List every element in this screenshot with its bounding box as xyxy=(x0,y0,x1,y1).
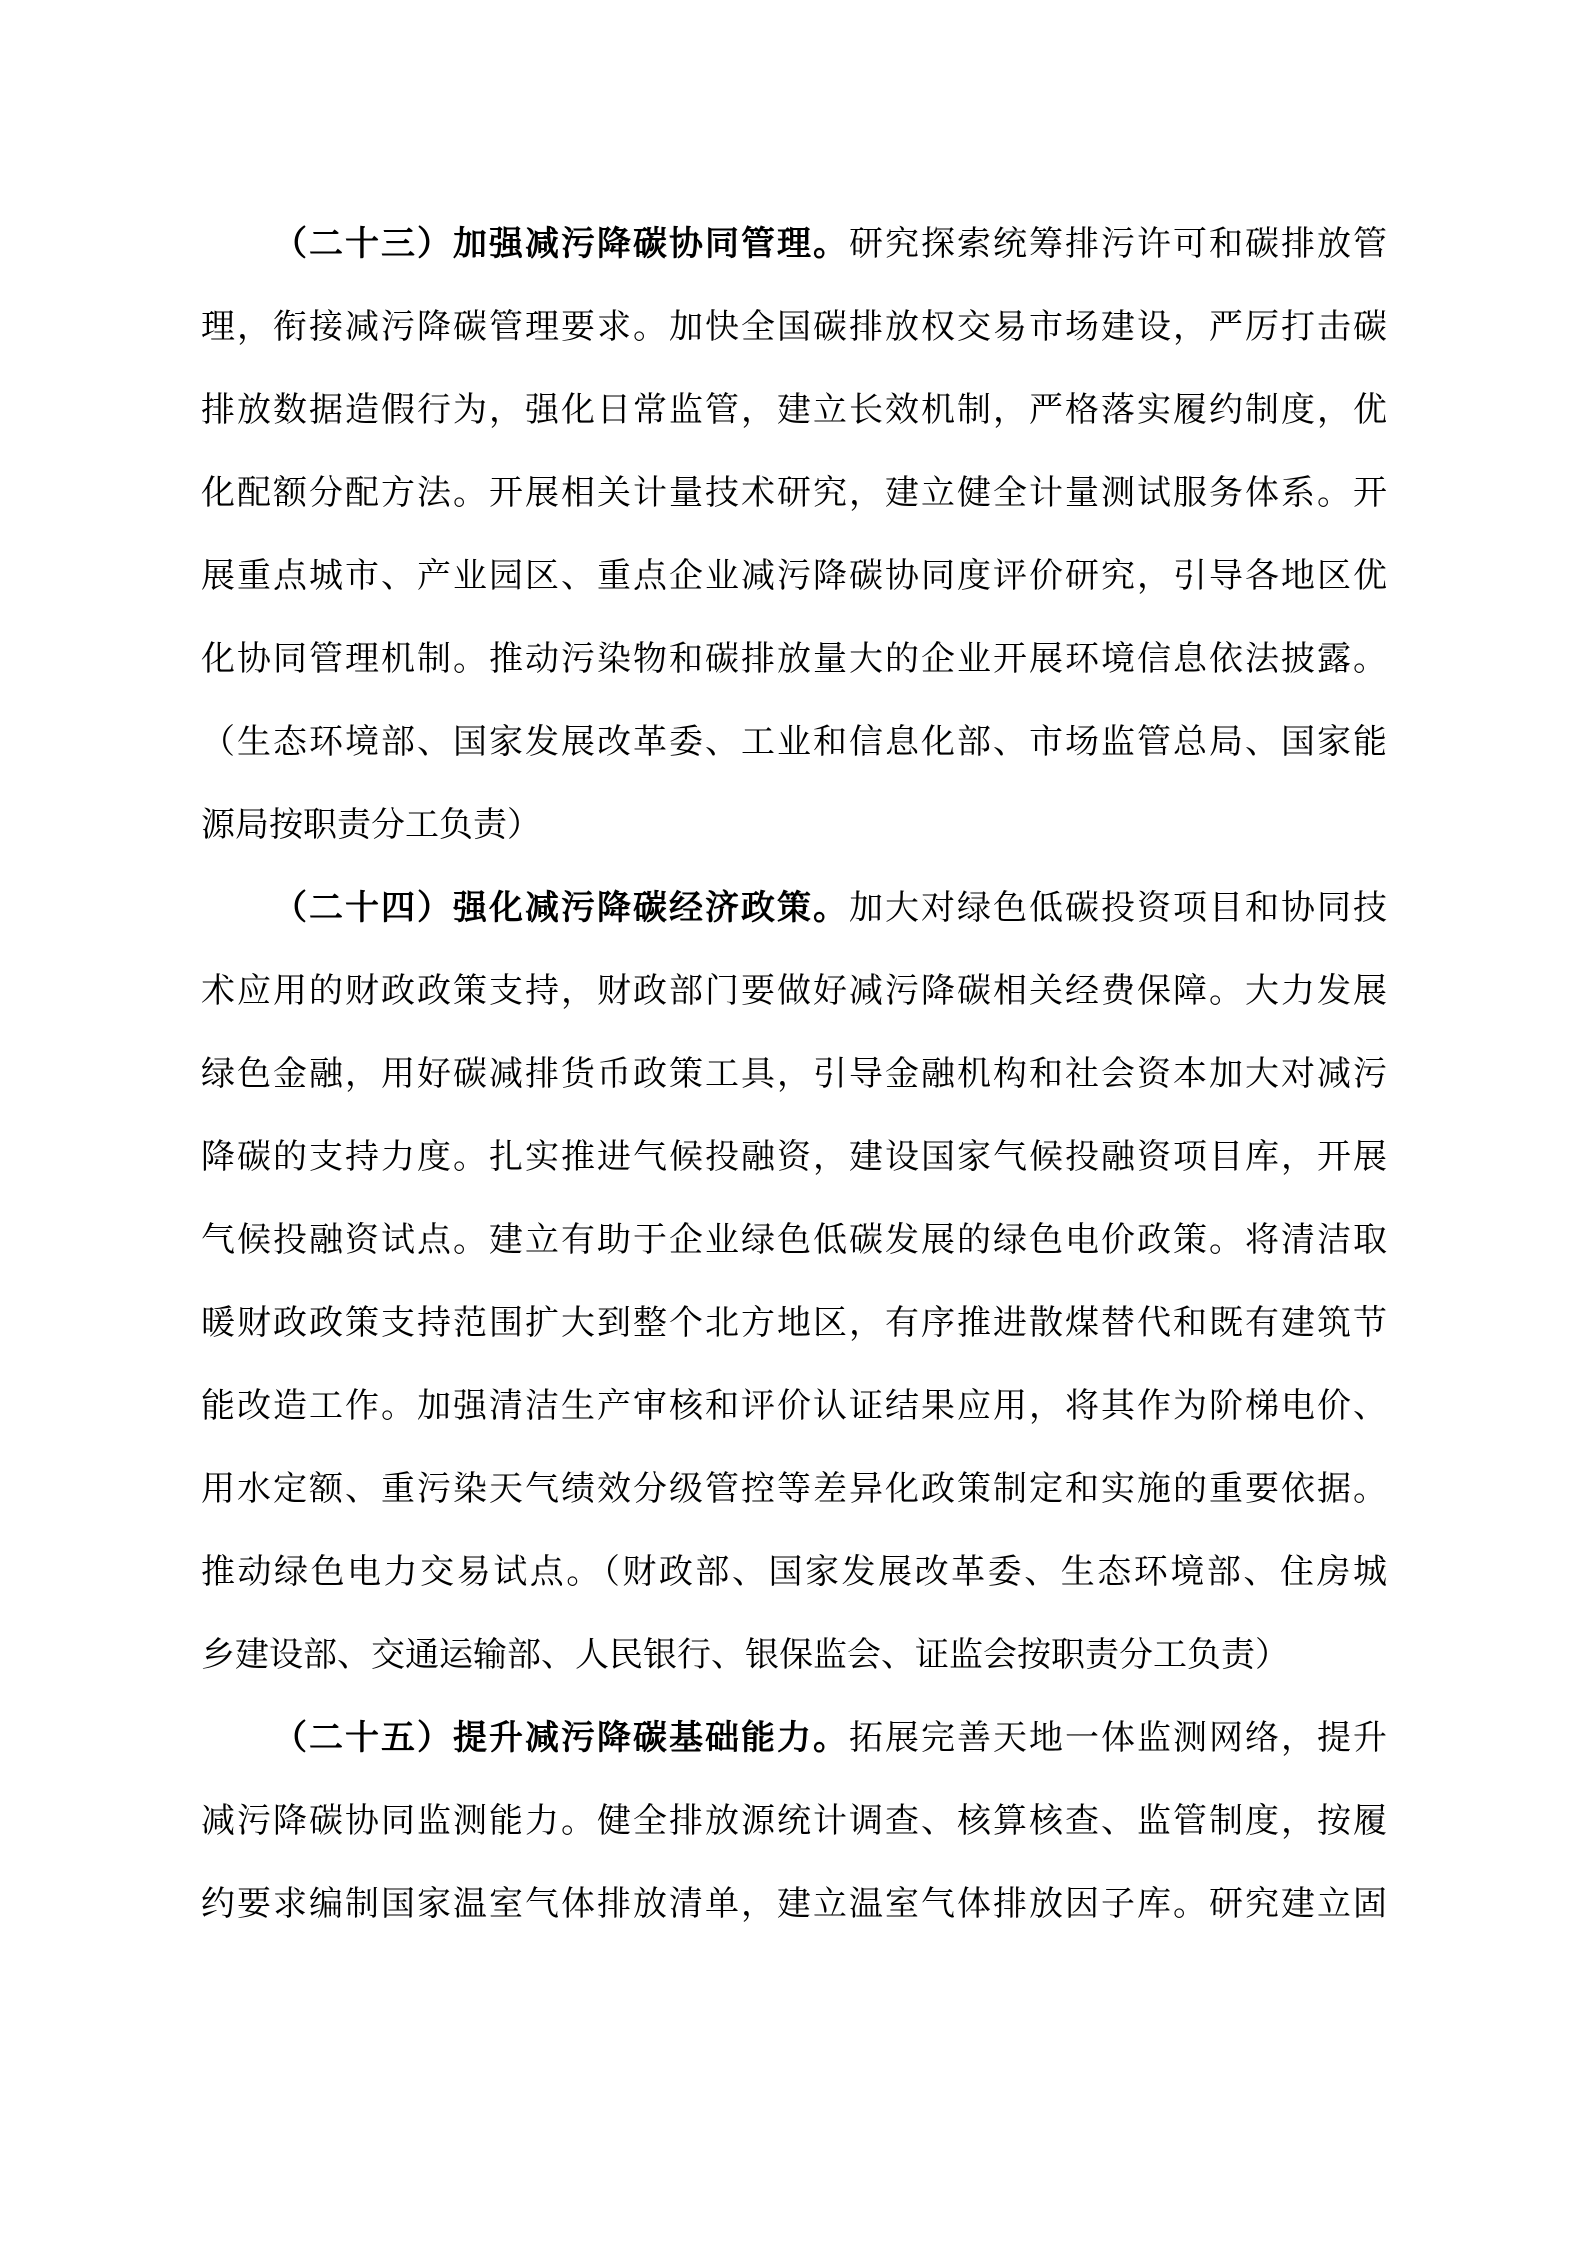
line-text: 术应用的财政政策支持，财政部门要做好减污降碳相关经费保障。大力发展 xyxy=(201,972,1387,1010)
line-text: 暖财政政策支持范围扩大到整个北方地区，有序推进散煤替代和既有建筑节 xyxy=(201,1304,1387,1342)
text-line xyxy=(201,369,1387,452)
text-line xyxy=(201,1531,1387,1614)
text-line xyxy=(201,1282,1387,1365)
text-line xyxy=(201,1033,1387,1116)
text-line xyxy=(201,1697,1387,1780)
text-line xyxy=(201,452,1387,535)
text-line xyxy=(201,618,1387,701)
line-text: 气候投融资试点。建立有助于企业绿色低碳发展的绿色电价政策。将清洁取 xyxy=(201,1221,1387,1259)
line-text: 理，衔接减污降碳管理要求。加快全国碳排放权交易市场建设，严厉打击碳 xyxy=(201,308,1387,346)
text-line xyxy=(201,867,1387,950)
line-text: 能改造工作。加强清洁生产审核和评价认证结果应用，将其作为阶梯电价、 xyxy=(201,1387,1387,1425)
text-block xyxy=(201,203,1387,1946)
line-text: 研究探索统筹排污许可和碳排放管 xyxy=(849,225,1387,263)
text-line xyxy=(201,203,1387,286)
line-text: 推动绿色电力交易试点。（财政部、国家发展改革委、生态环境部、住房城 xyxy=(201,1553,1387,1591)
line-text: 化配额分配方法。开展相关计量技术研究，建立健全计量测试服务体系。开 xyxy=(201,474,1387,512)
line-text: 拓展完善天地一体监测网络，提升 xyxy=(849,1719,1387,1757)
line-text: 降碳的支持力度。扎实推进气候投融资，建设国家气候投融资项目库，开展 xyxy=(201,1138,1387,1176)
text-line xyxy=(201,1863,1387,1946)
section-heading: （二十五）提升减污降碳基础能力。 xyxy=(273,1719,849,1757)
line-text: 加大对绿色低碳投资项目和协同技 xyxy=(849,889,1387,927)
line-text: 乡建设部、交通运输部、人民银行、银保监会、证监会按职责分工负责） xyxy=(201,1636,1289,1674)
text-line xyxy=(201,535,1387,618)
line-text: 排放数据造假行为，强化日常监管，建立长效机制，严格落实履约制度，优 xyxy=(201,391,1387,429)
line-text: 用水定额、重污染天气绩效分级管控等差异化政策制定和实施的重要依据。 xyxy=(201,1470,1387,1508)
line-text: 源局按职责分工负责） xyxy=(201,806,541,844)
text-line xyxy=(201,784,1387,867)
text-line xyxy=(201,1199,1387,1282)
line-text: 绿色金融，用好碳减排货币政策工具，引导金融机构和社会资本加大对减污 xyxy=(201,1055,1387,1093)
text-line xyxy=(201,701,1387,784)
paragraph-23 xyxy=(201,203,1387,867)
line-text: 约要求编制国家温室气体排放清单，建立温室气体排放因子库。研究建立固 xyxy=(201,1885,1387,1923)
text-line xyxy=(201,286,1387,369)
section-heading: （二十四）强化减污降碳经济政策。 xyxy=(273,889,849,927)
text-line xyxy=(201,950,1387,1033)
line-text: 减污降碳协同监测能力。健全排放源统计调查、核算核查、监管制度，按履 xyxy=(201,1802,1387,1840)
line-text: 化协同管理机制。推动污染物和碳排放量大的企业开展环境信息依法披露。 xyxy=(201,640,1387,678)
text-line xyxy=(201,1614,1387,1697)
paragraph-24 xyxy=(201,867,1387,1697)
text-line xyxy=(201,1780,1387,1863)
text-line xyxy=(201,1365,1387,1448)
line-text: （生态环境部、国家发展改革委、工业和信息化部、市场监管总局、国家能 xyxy=(201,723,1387,761)
line-text: 展重点城市、产业园区、重点企业减污降碳协同度评价研究，引导各地区优 xyxy=(201,557,1387,595)
paragraph-25 xyxy=(201,1697,1387,1946)
text-line xyxy=(201,1448,1387,1531)
text-line xyxy=(201,1116,1387,1199)
section-heading: （二十三）加强减污降碳协同管理。 xyxy=(273,225,849,263)
